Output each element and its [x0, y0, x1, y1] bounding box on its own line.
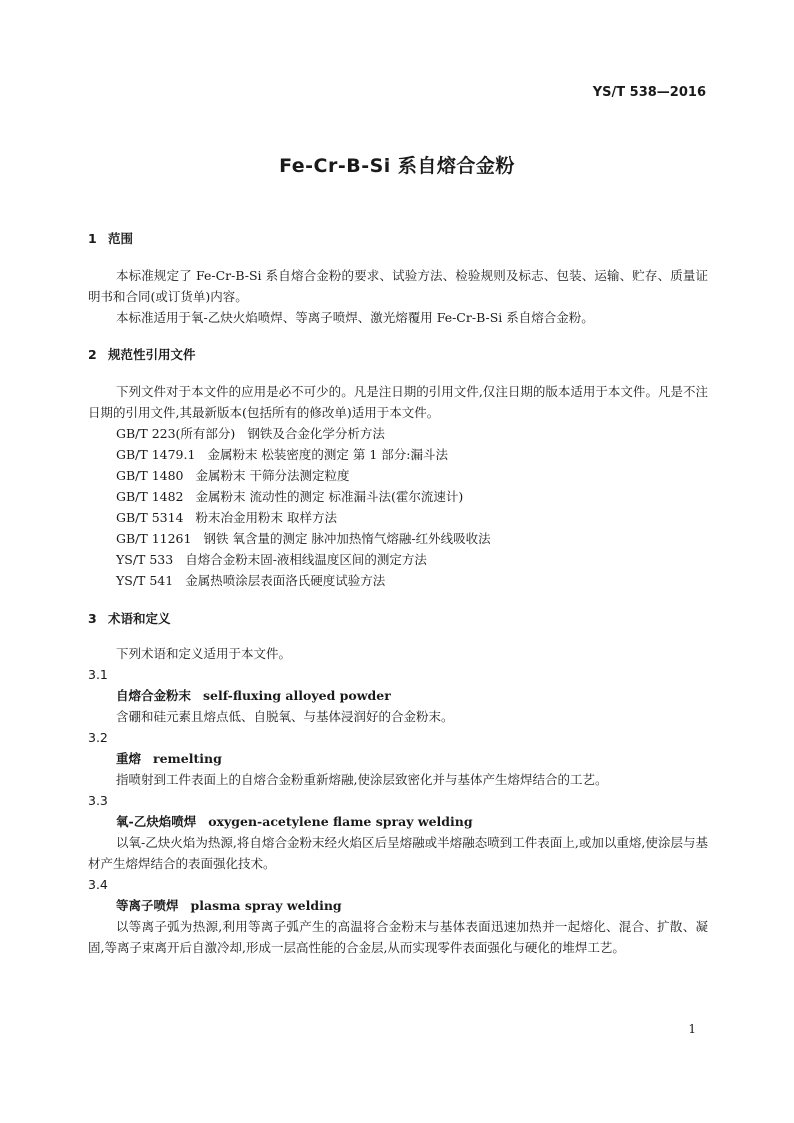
page-number: 1: [688, 1022, 696, 1036]
term-name-en: plasma spray welding: [190, 898, 342, 913]
reference-title: 粉末冶金用粉末 取样方法: [195, 510, 337, 525]
section-title: 范围: [108, 231, 134, 246]
standard-number: YS/T 538—2016: [592, 85, 706, 100]
reference-title: 钢铁及合金化学分析方法: [247, 426, 385, 441]
terms-intro: 下列术语和定义适用于本文件。: [116, 646, 292, 661]
term-entry: [88, 664, 708, 727]
reference-item: [88, 444, 708, 465]
term-name-en: remelting: [153, 751, 222, 766]
reference-code: GB/T 11261: [116, 531, 192, 546]
reference-item: [88, 465, 708, 486]
reference-item: [88, 423, 708, 444]
reference-title: 金属热喷涂层表面洛氏硬度试验方法: [185, 573, 386, 588]
term-name: [88, 685, 708, 706]
scope-paragraph: 本标准规定了 Fe-Cr-B-Si 系自熔合金粉的要求、试验方法、检验规则及标志、包装、运输、贮存、质量证明书和合同(或订货单)内容。: [88, 268, 708, 304]
term-number: 3.4: [88, 877, 108, 892]
section-title: 规范性引用文件: [108, 347, 196, 362]
reference-code: YS/T 541: [116, 573, 174, 588]
reference-title: 金属粉末 流动性的测定 标准漏斗法(霍尔流速计): [195, 489, 464, 504]
section-number: 1: [88, 231, 97, 246]
reference-title: 自熔合金粉末固-液相线温度区间的测定方法: [185, 552, 427, 567]
reference-item: [88, 486, 708, 507]
reference-code: GB/T 223(所有部分): [116, 426, 236, 441]
section-title: 术语和定义: [108, 611, 171, 626]
references-intro: 下列文件对于本文件的应用是必不可少的。凡是注日期的引用文件,仅注日期的版本适用于本文件。凡是不注日期的引用文件,其最新版本(包括所有的修改单)适用于本文件。: [88, 384, 708, 420]
term-name-zh: 重熔: [116, 751, 142, 766]
section-heading-scope: [88, 228, 708, 249]
reference-title: 金属粉末 松装密度的测定 第 1 部分:漏斗法: [207, 447, 448, 462]
term-name-zh: 等离子喷焊: [116, 898, 179, 913]
document-title: Fe-Cr-B-Si 系自熔合金粉: [279, 155, 515, 177]
reference-item: [88, 570, 708, 591]
section-heading-references: [88, 344, 708, 365]
term-name-en: oxygen-acetylene flame spray welding: [208, 814, 473, 829]
reference-item: [88, 528, 708, 549]
term-name: [88, 811, 708, 832]
term-name-zh: 氧-乙炔焰喷焊: [116, 814, 197, 829]
reference-code: GB/T 1480: [116, 468, 184, 483]
term-number: 3.1: [88, 667, 108, 682]
term-entry: [88, 874, 708, 958]
term-definition: 含硼和硅元素且熔点低、自脱氧、与基体浸润好的合金粉末。: [116, 709, 454, 724]
term-definition: 指喷射到工件表面上的自熔合金粉重新熔融,使涂层致密化并与基体产生熔焊结合的工艺。: [116, 772, 608, 787]
document-body: [88, 228, 708, 958]
term-entry: [88, 727, 708, 790]
reference-code: YS/T 533: [116, 552, 174, 567]
reference-title: 金属粉末 干筛分法测定粒度: [195, 468, 350, 483]
term-name-en: self-fluxing alloyed powder: [203, 688, 391, 703]
term-definition: 以氧-乙炔火焰为热源,将自熔合金粉末经火焰区后呈熔融或半熔融态喷到工件表面上,或加以重熔,使涂层与基材产生熔焊结合的表面强化技术。: [88, 835, 708, 871]
reference-code: GB/T 5314: [116, 510, 184, 525]
term-number: 3.3: [88, 793, 108, 808]
term-name-zh: 自熔合金粉末: [116, 688, 192, 703]
reference-list: [88, 423, 708, 591]
reference-item: [88, 507, 708, 528]
scope-paragraph: 本标准适用于氧-乙炔火焰喷焊、等离子喷焊、激光熔覆用 Fe-Cr-B-Si 系自熔合金粉。: [116, 310, 594, 325]
term-entry: [88, 790, 708, 874]
term-name: [88, 895, 708, 916]
reference-code: GB/T 1479.1: [116, 447, 196, 462]
reference-title: 钢铁 氧含量的测定 脉冲加热惰气熔融-红外线吸收法: [203, 531, 491, 546]
reference-code: GB/T 1482: [116, 489, 184, 504]
reference-item: [88, 549, 708, 570]
term-definition: 以等离子弧为热源,利用等离子弧产生的高温将合金粉末与基体表面迅速加热并一起熔化、混合、扩散、凝固,等离子束离开后自激冷却,形成一层高性能的合金层,从而实现零件表面强化与硬化的堆焊工艺。: [88, 919, 708, 955]
section-heading-terms: [88, 608, 708, 629]
section-number: 3: [88, 611, 97, 626]
section-number: 2: [88, 347, 97, 362]
term-name: [88, 748, 708, 769]
term-number: 3.2: [88, 730, 108, 745]
